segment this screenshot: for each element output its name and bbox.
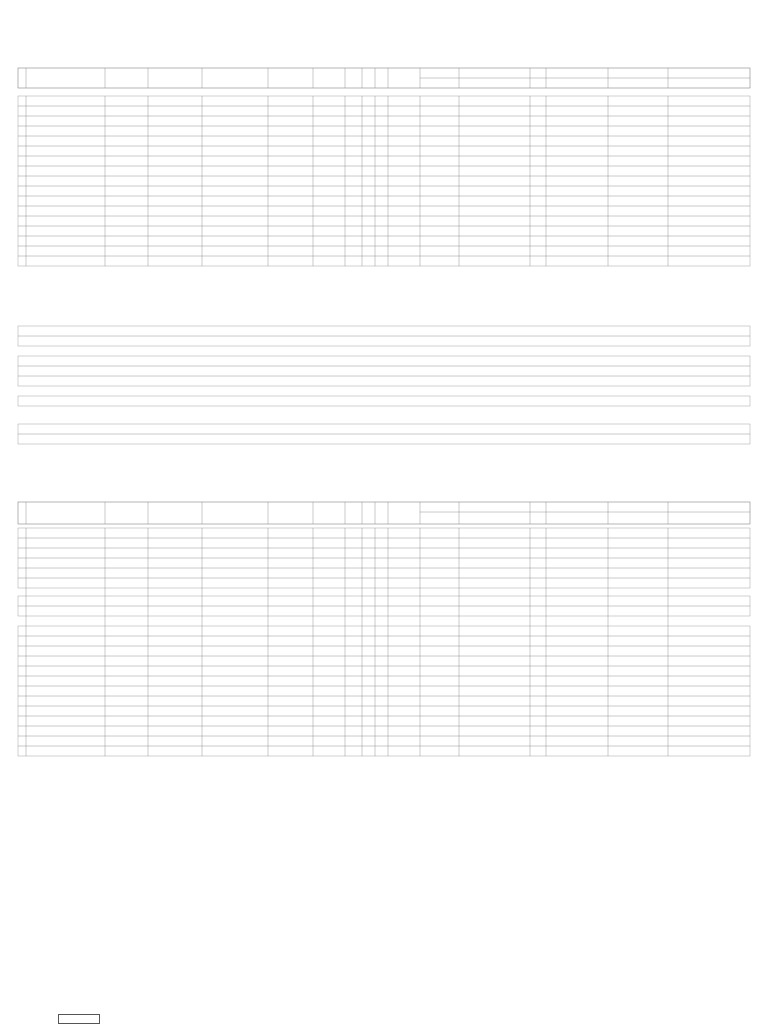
table-2-body-columns — [26, 528, 668, 756]
table-2-rows-2 — [18, 596, 750, 616]
table-1-columns — [26, 68, 750, 88]
table-2-rows-1 — [18, 528, 750, 588]
table-1 — [18, 68, 750, 444]
footer-box — [58, 1014, 100, 1024]
table-1-rows-b — [18, 326, 750, 444]
table-1-rows-a — [18, 96, 750, 266]
table-2 — [18, 502, 750, 756]
table-2-columns — [26, 502, 750, 524]
table-2-rows-3 — [18, 626, 750, 756]
